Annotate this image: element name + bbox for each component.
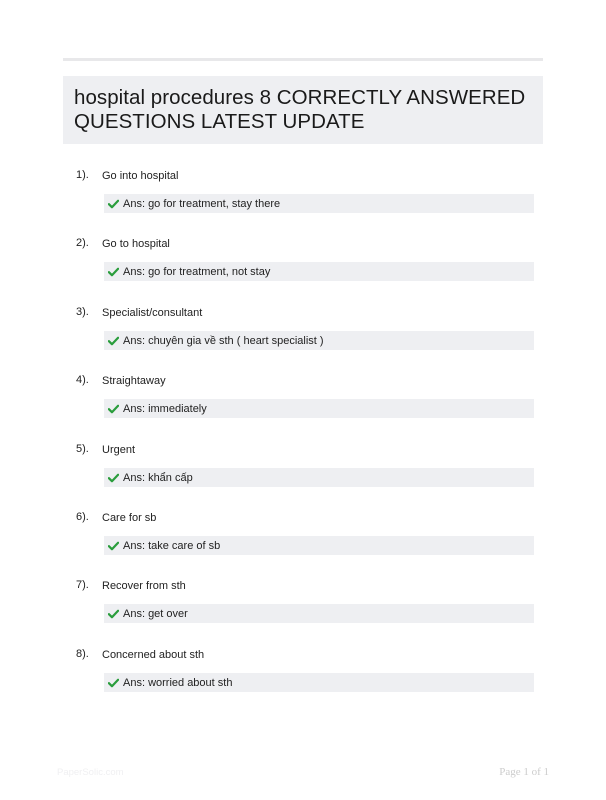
question-text: Concerned about sth — [102, 649, 205, 661]
answer-text: Ans: get over — [123, 607, 188, 620]
check-icon — [108, 267, 119, 277]
answer-box — [104, 604, 534, 623]
question-text: Go into hospital — [102, 170, 179, 182]
answer-text: Ans: worried about sth — [123, 676, 233, 689]
question-item — [63, 373, 543, 433]
check-icon — [108, 336, 119, 346]
question-number: 4). — [76, 374, 89, 386]
question-text: Straightaway — [102, 375, 166, 387]
question-number: 6). — [76, 511, 89, 523]
answer-box — [104, 331, 534, 350]
check-icon — [108, 473, 119, 483]
answer-text: Ans: go for treatment, stay there — [123, 197, 281, 210]
question-number: 5). — [76, 443, 89, 455]
question-number: 2). — [76, 237, 89, 249]
answer-box — [104, 536, 534, 555]
check-icon — [108, 199, 119, 209]
question-text: Recover from sth — [102, 580, 186, 592]
answer-text: Ans: take care of sb — [123, 539, 221, 552]
answer-box — [104, 399, 534, 418]
question-item — [63, 305, 543, 365]
answer-box — [104, 194, 534, 213]
check-icon — [108, 404, 119, 414]
question-item — [63, 442, 543, 502]
check-icon — [108, 678, 119, 688]
question-item — [63, 510, 543, 570]
page-number: Page 1 of 1 — [499, 766, 549, 778]
check-icon — [108, 541, 119, 551]
question-item — [63, 647, 543, 707]
answer-text: Ans: immediately — [123, 402, 207, 415]
question-text: Urgent — [102, 444, 136, 456]
answer-box — [104, 262, 534, 281]
top-divider — [63, 58, 543, 61]
page-title: hospital procedures 8 CORRECTLY ANSWERED QUESTIONS LATEST UPDATE — [74, 86, 526, 133]
question-item — [63, 236, 543, 296]
answer-text: Ans: go for treatment, not stay — [123, 265, 271, 278]
question-number: 1). — [76, 169, 89, 181]
footer-watermark: PaperSolic.com — [57, 767, 124, 778]
question-number: 3). — [76, 306, 89, 318]
question-number: 8). — [76, 648, 89, 660]
question-item — [63, 168, 543, 228]
check-icon — [108, 609, 119, 619]
question-text: Care for sb — [102, 512, 157, 524]
title-banner — [63, 76, 543, 144]
answer-text: Ans: khẩn cấp — [123, 471, 193, 484]
question-item — [63, 578, 543, 638]
answer-text: Ans: chuyên gia về sth ( heart specialist ) — [123, 334, 324, 347]
question-number: 7). — [76, 579, 89, 591]
answer-box — [104, 468, 534, 487]
question-text: Specialist/consultant — [102, 307, 203, 319]
question-text: Go to hospital — [102, 238, 170, 250]
answer-box — [104, 673, 534, 692]
